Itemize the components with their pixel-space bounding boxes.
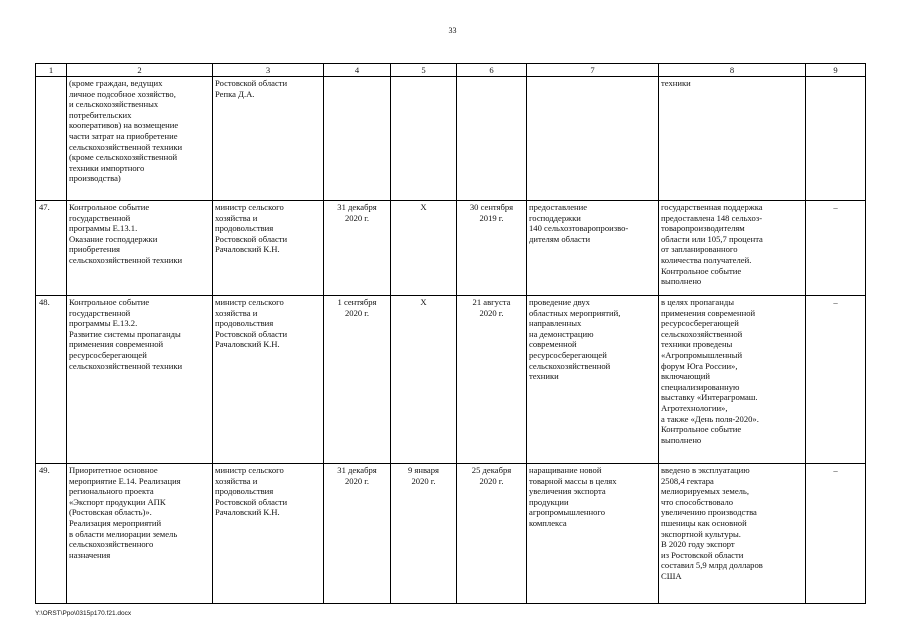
report-table <box>35 63 866 604</box>
expected-result: предоставление господдержки 140 сельхозтоваропроизво- дителям области <box>527 201 659 296</box>
actual-result: государственная поддержка предоставлена 148 сельхоз- товаропроизводителям области или 105,7 процента от запланированного количества получателей. Контрольное событие выполнено <box>659 201 806 296</box>
actual-date: 25 декабря 2020 г. <box>457 464 527 604</box>
problems-cell: – <box>806 201 866 296</box>
expected-result: наращивание новой товарной массы в целях увеличения экспорта продукции агропромышленного комплекса <box>527 464 659 604</box>
actual-date: 21 августа 2020 г. <box>457 296 527 464</box>
table-row <box>36 296 866 464</box>
row-number: 48. <box>36 296 67 464</box>
planned-date: 31 декабря 2020 г. <box>324 464 391 604</box>
header-cell: 5 <box>391 64 457 77</box>
actual-date <box>457 77 527 201</box>
header-cell: 6 <box>457 64 527 77</box>
start-date: 9 января 2020 г. <box>391 464 457 604</box>
header-cell: 3 <box>213 64 324 77</box>
event-name: (кроме граждан, ведущих личное подсобное хозяйство, и сельскохозяйственных потребительских кооперативов) на возмещение части затрат на приобретение сельскохозяйственной техники (кроме сельскохозяйственной техники импортного производства) <box>67 77 213 201</box>
actual-date: 30 сентября 2019 г. <box>457 201 527 296</box>
start-date: Х <box>391 201 457 296</box>
table-header-row <box>36 64 866 77</box>
expected-result <box>527 77 659 201</box>
actual-result: техники <box>659 77 806 201</box>
row-number: 49. <box>36 464 67 604</box>
row-number: 47. <box>36 201 67 296</box>
table-row <box>36 201 866 296</box>
header-cell: 1 <box>36 64 67 77</box>
actual-result: введено в эксплуатацию 2508,4 гектара мелиорируемых земель, что способствовало увеличению производства пшеницы как основной экспортной культуры. В 2020 году экспорт из Ростовской области составил 5,9 млрд долларов США <box>659 464 806 604</box>
start-date <box>391 77 457 201</box>
start-date: Х <box>391 296 457 464</box>
planned-date <box>324 77 391 201</box>
problems-cell: – <box>806 464 866 604</box>
table-row <box>36 464 866 604</box>
table-row <box>36 77 866 201</box>
header-cell: 2 <box>67 64 213 77</box>
responsible-person: министр сельского хозяйства и продовольствия Ростовской области Рачаловский К.Н. <box>213 201 324 296</box>
event-name: Контрольное событие государственной программы Е.13.1. Оказание господдержки приобретения сельскохозяйственной техники <box>67 201 213 296</box>
planned-date: 31 декабря 2020 г. <box>324 201 391 296</box>
header-cell: 9 <box>806 64 866 77</box>
actual-result: в целях пропаганды применения современной ресурсосберегающей сельскохозяйственной техники проведены «Агропромышленный форум Юга России», включающий специализированную выставку «Интерагромаш. Агротехнологии», а также «День поля-2020». Контрольное событие выполнено <box>659 296 806 464</box>
event-name: Приоритетное основное мероприятие Е.14. Реализация регионального проекта «Экспорт продукции АПК (Ростовская область)». Реализация мероприятий в области мелиорации земель сельскохозяйственного назначения <box>67 464 213 604</box>
responsible-person: министр сельского хозяйства и продовольствия Ростовской области Рачаловский К.Н. <box>213 296 324 464</box>
header-cell: 4 <box>324 64 391 77</box>
header-cell: 7 <box>527 64 659 77</box>
header-cell: 8 <box>659 64 806 77</box>
event-name: Контрольное событие государственной программы Е.13.2. Развитие системы пропаганды применения современной ресурсосберегающей сельскохозяйственной техники <box>67 296 213 464</box>
problems-cell <box>806 77 866 201</box>
problems-cell: – <box>806 296 866 464</box>
row-number <box>36 77 67 201</box>
responsible-person: Ростовской области Репка Д.А. <box>213 77 324 201</box>
file-path-footer: Y:\ORST\Ppo\0315p170.f21.docx <box>35 610 132 617</box>
responsible-person: министр сельского хозяйства и продовольствия Ростовской области Рачаловский К.Н. <box>213 464 324 604</box>
planned-date: 1 сентября 2020 г. <box>324 296 391 464</box>
expected-result: проведение двух областных мероприятий, направленных на демонстрацию современной ресурсосберегающей сельскохозяйственной техники <box>527 296 659 464</box>
page-number: 33 <box>448 26 457 35</box>
